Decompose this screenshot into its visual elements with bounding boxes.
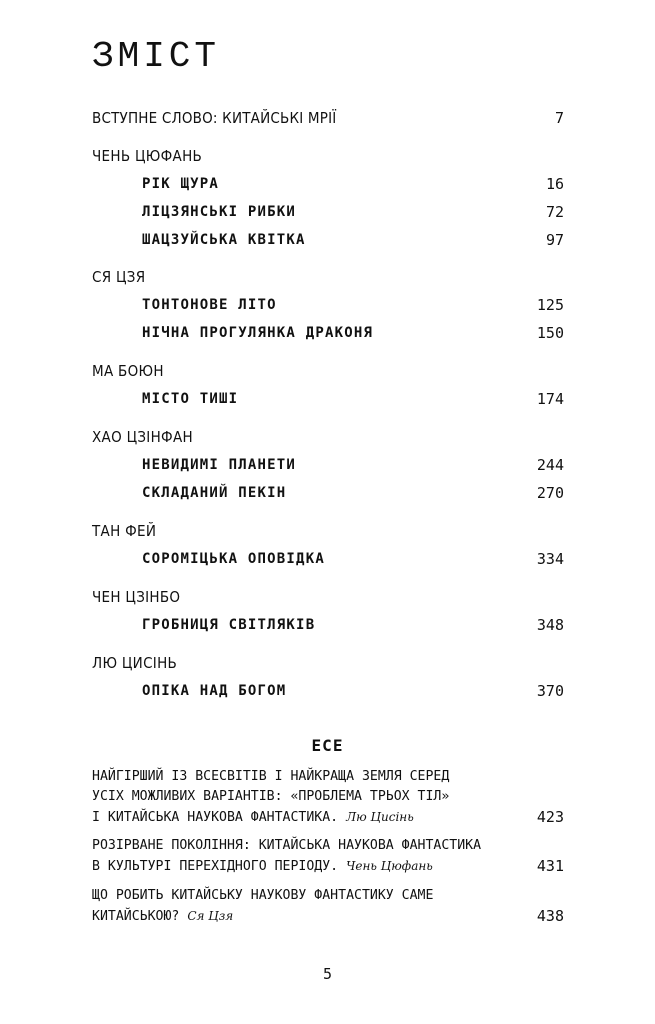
- toc-entry[interactable]: [92, 548, 564, 570]
- essay-author: Ся Цзя: [187, 909, 234, 923]
- toc-entry[interactable]: [92, 482, 564, 504]
- toc-entry[interactable]: [92, 680, 564, 702]
- toc-entry-title: РІК ЩУРА: [142, 176, 220, 192]
- toc-entry-title: ОПІКА НАД БОГОМ: [142, 683, 287, 699]
- essay-entry[interactable]: [92, 886, 564, 927]
- essay-title-line: РОЗІРВАНЕ ПОКОЛІННЯ: КИТАЙСЬКА НАУКОВА ФАНТАСТИКА: [92, 838, 482, 853]
- toc-entry[interactable]: [92, 201, 564, 223]
- toc-entry-page: 125: [536, 296, 564, 314]
- toc-entry-title: НІЧНА ПРОГУЛЯНКА ДРАКОНЯ: [142, 325, 374, 341]
- author-heading: ЧЕН ЦЗІНБО: [92, 588, 181, 606]
- toc-entry[interactable]: [92, 614, 564, 636]
- toc-entry-page: 244: [536, 456, 564, 474]
- toc-entry-page: 174: [536, 390, 564, 408]
- essay-page: 423: [536, 808, 564, 826]
- toc-entry-title: ЛІЦЗЯНСЬКІ РИБКИ: [142, 204, 297, 220]
- essay-author: Чень Цюфань: [346, 859, 433, 873]
- essay-title-line: ЩО РОБИТЬ КИТАЙСЬКУ НАУКОВУ ФАНТАСТИКУ САМЕ: [92, 888, 434, 903]
- toc-entry-page: 270: [536, 484, 564, 502]
- essay-page: 431: [536, 857, 564, 875]
- toc-entry-page: 7: [554, 109, 564, 127]
- essay-page: 438: [536, 907, 564, 925]
- toc-entry-intro[interactable]: [92, 107, 564, 129]
- essays-heading: ЕСЕ: [311, 736, 344, 755]
- toc-entry[interactable]: [92, 173, 564, 195]
- essay-title-line: КИТАЙСЬКОЮ?: [92, 909, 180, 924]
- toc-entry-page: 72: [545, 203, 564, 221]
- toc-entry[interactable]: [92, 294, 564, 316]
- toc-entry-page: 348: [536, 616, 564, 634]
- toc-entry-title: НЕВИДИМІ ПЛАНЕТИ: [142, 457, 297, 473]
- essay-title-line: УСІХ МОЖЛИВИХ ВАРІАНТІВ: «ПРОБЛЕМА ТРЬОХ ТІЛ»: [92, 789, 450, 804]
- essay-author: Лю Цисінь: [346, 810, 414, 824]
- toc-entry-title: ШАЦЗУЙСЬКА КВІТКА: [142, 232, 306, 248]
- toc-entry[interactable]: [92, 322, 564, 344]
- toc-entry-title: ВСТУПНЕ СЛОВО: КИТАЙСЬКІ МРІЇ: [92, 109, 337, 127]
- toc-entry-page: 370: [536, 682, 564, 700]
- toc-entry-title: ТОНТОНОВЕ ЛІТО: [142, 297, 277, 313]
- toc-entry-title: СКЛАДАНИЙ ПЕКІН: [142, 485, 287, 501]
- author-heading: ЧЕНЬ ЦЮФАНЬ: [92, 147, 203, 165]
- essay-entry[interactable]: [92, 767, 564, 828]
- toc-entry-page: 97: [545, 231, 564, 249]
- toc-entry[interactable]: [92, 388, 564, 410]
- essay-title-line: І КИТАЙСЬКА НАУКОВА ФАНТАСТИКА.: [92, 810, 339, 825]
- toc-entry-title: СОРОМІЦЬКА ОПОВІДКА: [142, 551, 325, 567]
- author-heading: ХАО ЦЗІНФАН: [92, 428, 193, 446]
- toc-entry[interactable]: [92, 229, 564, 251]
- author-heading: ЛЮ ЦИСІНЬ: [92, 654, 178, 672]
- author-heading: СЯ ЦЗЯ: [92, 268, 146, 286]
- toc-entry-title: ГРОБНИЦЯ СВІТЛЯКІВ: [142, 617, 316, 633]
- essay-title-line: НАЙГІРШИЙ ІЗ ВСЕСВІТІВ І НАЙКРАЩА ЗЕМЛЯ СЕРЕД: [92, 769, 450, 784]
- toc-entry[interactable]: [92, 454, 564, 476]
- author-heading: ТАН ФЕЙ: [92, 522, 157, 540]
- toc-entry-title: МІСТО ТИШІ: [142, 391, 239, 407]
- toc-entry-page: 150: [536, 324, 564, 342]
- essay-entry[interactable]: [92, 836, 564, 877]
- toc-entry-page: 16: [545, 175, 564, 193]
- page-title: ЗМІСТ: [92, 36, 221, 77]
- page-number: 5: [322, 965, 333, 983]
- essay-title-line: В КУЛЬТУРІ ПЕРЕХІДНОГО ПЕРІОДУ.: [92, 859, 339, 874]
- author-heading: МА БОЮН: [92, 362, 164, 380]
- toc-entry-page: 334: [536, 550, 564, 568]
